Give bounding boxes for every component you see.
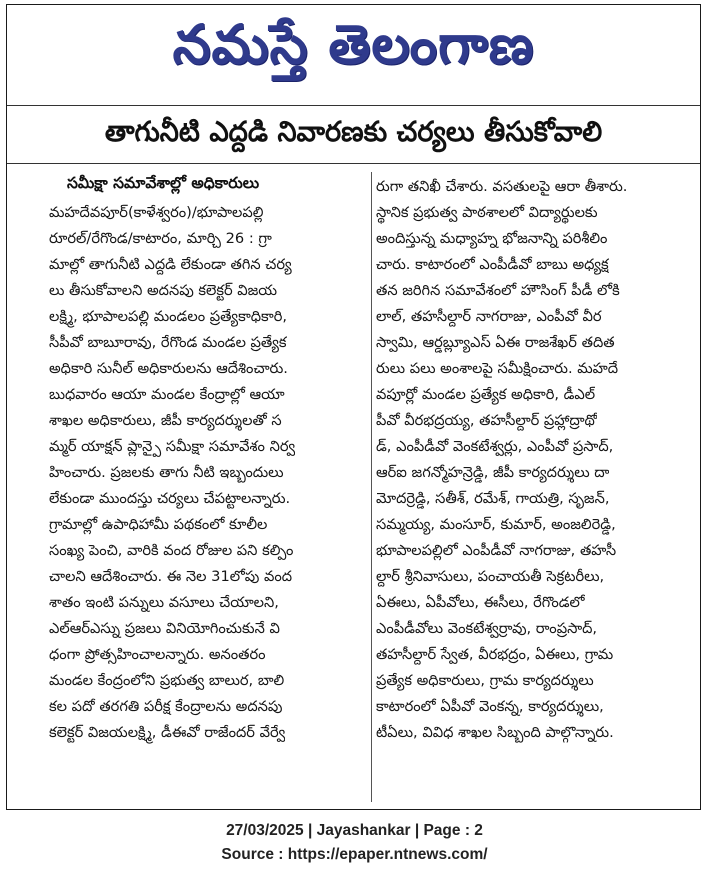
body-text-line: ఎల్ఆర్ఎస్ను ప్రజలు వినియోగించుకునే వి: [49, 620, 280, 637]
body-text-line: తహసీల్దార్ స్వేత, వీరభద్రం, ఏఈలు, గ్రామ: [376, 646, 614, 663]
body-text-line: ఆర్ఐ జగన్మోహన్రెడ్డి, జీపీ కార్యదర్శులు దా: [376, 464, 610, 481]
body-text-line: కలెక్టర్ విజయలక్ష్మి, డీఈవో రాజేందర్ వేర్వే: [49, 724, 286, 741]
body-text-line: రూరల్/రేగొండ/కాటారం, మార్చి 26 : గ్రా: [49, 230, 272, 247]
body-text-line: శాతం ఇంటి పన్నులు వసూలు చేయాలని,: [49, 594, 279, 611]
newspaper-clipping: [6, 4, 701, 810]
body-text-line: లాల్, తహసీల్దార్ నాగరాజు, ఎంపీవో వీర: [376, 308, 602, 325]
body-text-line: అధికారి సునీల్ అధికారులను ఆదేశించారు.: [49, 360, 288, 377]
body-text-line: డ్, ఎంపీడీవో వెంకటేశ్వర్లు, ఎంపీవో ప్రసాద్,: [376, 438, 614, 455]
right-column: [376, 164, 698, 809]
body-text-line: మాల్లో తాగునీటి ఎద్దడి లేకుండా తగిన చర్య: [49, 256, 292, 273]
body-text-line: మోదర్రెడ్డి, సతీశ్, రమేశ్, గాయత్రి, సృజన్,: [376, 490, 610, 507]
top-rule: [7, 105, 700, 106]
body-text-line: స్థానిక ప్రభుత్వ పాఠశాలలో విద్యార్థులకు: [376, 204, 598, 221]
body-text-line: మహదేవపూర్(కాళేశ్వరం)/భూపాలపల్లి: [49, 204, 264, 221]
body-text-line: లేకుండా ముందస్తు చర్యలు చేపట్టాలన్నారు.: [49, 490, 291, 507]
left-column: [49, 164, 367, 809]
body-text-line: శాఖల అధికారులు, జీపీ కార్యదర్శులతో స: [49, 412, 282, 429]
body-text-line: చారు. కాటారంలో ఎంపీడీవో బాబు అధ్యక్ష: [376, 256, 609, 273]
masthead: [7, 5, 700, 97]
body-text-line: గ్రామాల్లో ఉపాధిహామీ పథకంలో కూలీల: [49, 516, 268, 533]
body-text-line: ఏఈలు, ఏపీవోలు, ఈసీలు, రేగొండలో: [376, 594, 585, 611]
article-subhead: సమీక్షా సమావేశాల్లో అధికారులు: [67, 174, 260, 192]
body-text-line: లక్ష్మి, భూపాలపల్లి మండలం ప్రత్యేకాధికారి,: [49, 308, 287, 325]
body-text-line: లు తీసుకోవాలని అదనపు కలెక్టర్ విజయ: [49, 282, 278, 299]
column-divider: [371, 172, 372, 802]
body-text-line: పీవో వీరభద్రయ్య, తహసీల్దార్ ప్రహ్లాద్రాథో: [376, 412, 598, 429]
body-text-line: ఎంపీడీవోలు వెంకటేశ్వర్రావు, రాంప్రసాద్,: [376, 620, 598, 637]
body-text-line: స్వామి, ఆర్డబ్ల్యూఎస్ ఏఈ రాజశేఖర్ తదిత: [376, 334, 615, 351]
body-text-line: తన జరిగిన సమావేశంలో హౌసింగ్ పీడీ లోకి: [376, 282, 620, 299]
body-text-line: ప్రత్యేక అధికారులు, గ్రామ కార్యదర్శులు: [376, 672, 594, 689]
body-text-line: మండల కేంద్రంలోని ప్రభుత్వ బాలుర, బాలి: [49, 672, 285, 689]
article-headline: తాగునీటి ఎద్దడి నివారణకు చర్యలు తీసుకోవాలి: [104, 115, 603, 148]
body-text-line: మ్మర్ యాక్షన్ ప్లాన్పై సమీక్షా సమావేశం నిర్వ: [49, 438, 296, 455]
body-text-line: టీఏలు, వివిధ శాఖల సిబ్బంది పాల్గొన్నారు.: [376, 724, 614, 741]
body-text-line: హించారు. ప్రజలకు తాగు నీటి ఇబ్బందులు: [49, 464, 284, 481]
body-text-line: అందిస్తున్న మధ్యాహ్న భోజనాన్ని పరిశీలిం: [376, 230, 608, 247]
footer-date-line: 27/03/2025 | Jayashankar | Page : 2: [226, 822, 483, 839]
article-body: [7, 164, 700, 809]
body-text-line: సంఖ్య పెంచి, వారికి వంద రోజుల పని కల్పిం: [49, 542, 294, 559]
body-text-line: బుధవారం ఆయా మండల కేంద్రాల్లో ఆయా: [49, 386, 285, 403]
body-text-line: సీపీవో బాబూరావు, రేగొండ మండల ప్రత్యేక: [49, 334, 287, 351]
body-text-line: ల్దార్ శ్రీనివాసులు, పంచాయతీ సెక్రటరీలు,: [376, 568, 605, 585]
body-text-line: భూపాలపల్లిలో ఎంపీడీవో నాగరాజు, తహసీ: [376, 542, 617, 559]
body-text-line: చాలని ఆదేశించారు. ఈ నెల 31లోపు వంద: [49, 568, 293, 585]
body-text-line: కల పదో తరగతి పరీక్ష కేంద్రాలను అదనపు: [49, 698, 283, 715]
body-text-line: సమ్మయ్య, మంసూర్, కుమార్, అంజలిరెడ్డి,: [376, 516, 616, 533]
body-text-line: రులు పలు అంశాలపై సమీక్షించారు. మహదే: [376, 360, 619, 377]
body-text-line: కాటారంలో ఏపీవో వెంకన్న, కార్యదర్శులు,: [376, 698, 604, 715]
footer-source-line: Source : https://epaper.ntnews.com/: [221, 846, 488, 863]
body-text-line: వపూర్లో మండల ప్రత్యేక అధికారి, డీఎల్: [376, 386, 596, 403]
masthead-logo: నమస్తే తెలంగాణ: [172, 12, 535, 76]
body-text-line: ధంగా ప్రోత్సహించాలన్నారు. అనంతరం: [49, 646, 266, 663]
body-text-line: రుగా తనిఖీ చేశారు. వసతులపై ఆరా తీశారు.: [376, 178, 628, 195]
